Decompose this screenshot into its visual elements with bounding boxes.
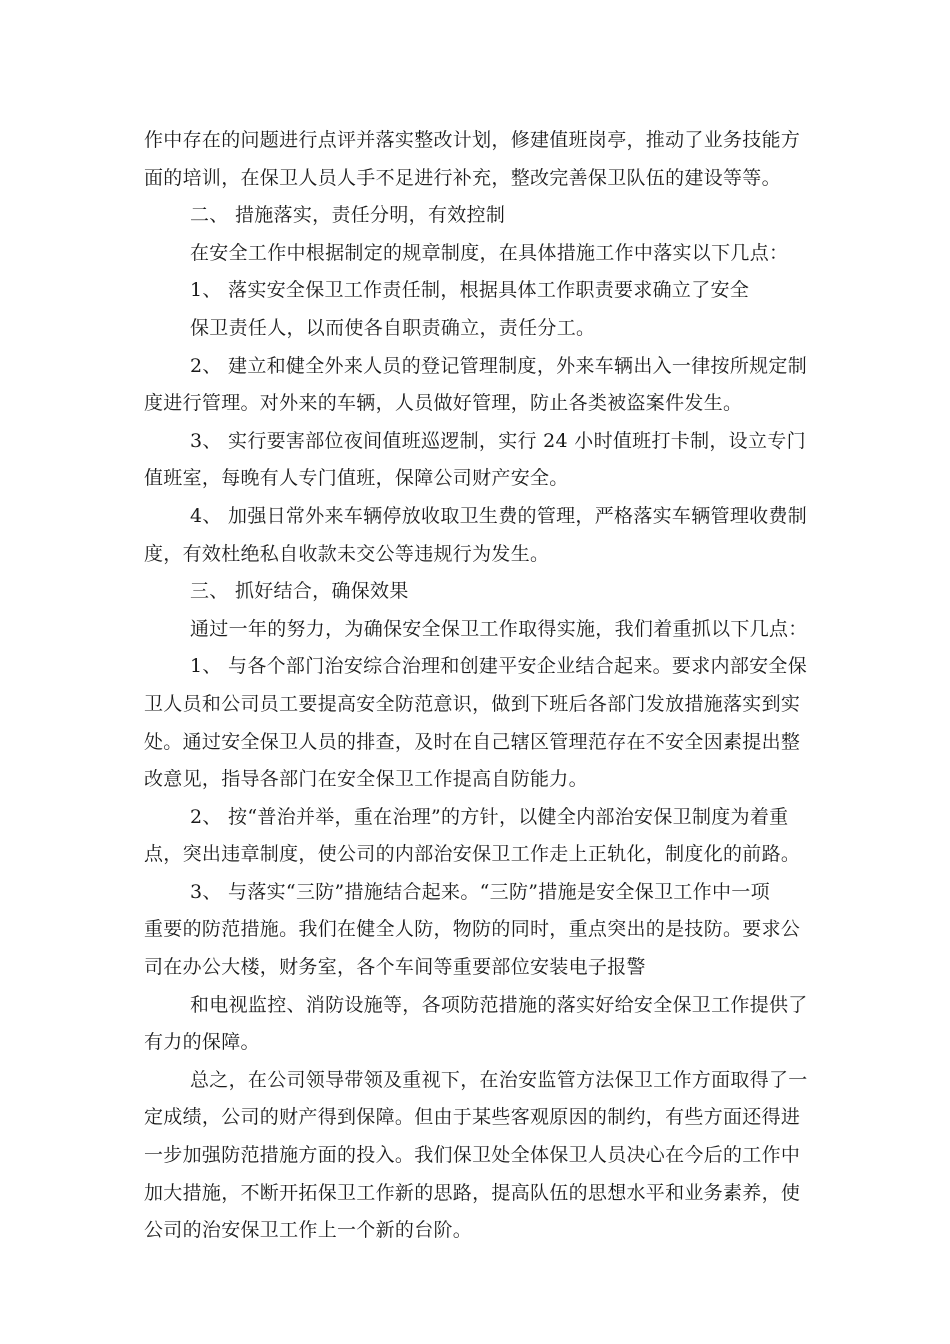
text-line: 1、 与各个部门治安综合治理和创建平安企业结合起来。要求内部安全保 [190, 655, 808, 678]
text-line: 1、 落实安全保卫工作责任制，根据具体工作职责要求确立了安全 [190, 279, 750, 302]
text-line: 改意见，指导各部门在安全保卫工作提高自防能力。 [144, 768, 588, 791]
text-line: 司在办公大楼，财务室，各个车间等重要部位安装电子报警 [144, 956, 646, 979]
text-line: 重要的防范措施。我们在健全人防，物防的同时，重点突出的是技防。要求公 [144, 918, 801, 941]
text-line: 2、 建立和健全外来人员的登记管理制度，外来车辆出入一律按所规定制 [190, 354, 808, 377]
document-body [144, 122, 808, 1250]
text-line: 公司的治安保卫工作上一个新的台阶。 [144, 1219, 473, 1242]
text-line: 3、 实行要害部位夜间值班巡逻制，实行 24 小时值班打卡制，设立专门 [190, 429, 806, 452]
text-line: 保卫责任人，以而使各自职责确立，责任分工。 [190, 316, 596, 339]
text-line: 值班室，每晚有人专门值班，保障公司财产安全。 [144, 467, 569, 490]
text-line: 有力的保障。 [144, 1031, 260, 1054]
text-line: 度进行管理。对外来的车辆，人员做好管理，防止各类被盗案件发生。 [144, 392, 743, 415]
text-line: 定成绩，公司的财产得到保障。但由于某些客观原因的制约，有些方面还得进 [144, 1106, 801, 1129]
text-line: 2、 按“普治并举，重在治理”的方针，以健全内部治安保卫制度为着重 [190, 805, 789, 828]
text-line: 二、 措施落实，责任分明，有效控制 [190, 204, 506, 227]
text-line: 卫人员和公司员工要提高安全防范意识，做到下班后各部门发放措施落实到实 [144, 692, 801, 715]
text-line: 三、 抓好结合，确保效果 [190, 580, 409, 603]
text-line: 度，有效杜绝私自收款未交公等违规行为发生。 [144, 542, 550, 565]
text-line: 在安全工作中根据制定的规章制度，在具体措施工作中落实以下几点： [190, 241, 789, 264]
text-line: 面的培训，在保卫人员人手不足进行补充，整改完善保卫队伍的建设等等。 [144, 166, 781, 189]
text-line: 作中存在的问题进行点评并落实整改计划，修建值班岗亭，推动了业务技能方 [144, 129, 801, 151]
text-line: 3、 与落实“三防”措施结合起来。“三防”措施是安全保卫工作中一项 [190, 880, 770, 903]
text-line: 4、 加强日常外来车辆停放收取卫生费的管理，严格落实车辆管理收费制 [190, 504, 808, 527]
text-line: 总之，在公司领导带领及重视下，在治安监管方法保卫工作方面取得了一 [190, 1068, 808, 1091]
text-line: 点，突出违章制度，使公司的内部治安保卫工作走上正轨化，制度化的前路。 [144, 843, 801, 866]
text-line: 通过一年的努力，为确保安全保卫工作取得实施，我们着重抓以下几点： [190, 617, 808, 640]
text-line: 处。通过安全保卫人员的排查，及时在自己辖区管理范存在不安全因素提出整 [144, 730, 801, 753]
text-line: 和电视监控、消防设施等，各项防范措施的落实好给安全保卫工作提供了 [190, 993, 808, 1016]
text-line: 加大措施，不断开拓保卫工作新的思路，提高队伍的思想水平和业务素养，使 [144, 1181, 801, 1204]
text-line: 一步加强防范措施方面的投入。我们保卫处全体保卫人员决心在今后的工作中 [144, 1144, 801, 1167]
